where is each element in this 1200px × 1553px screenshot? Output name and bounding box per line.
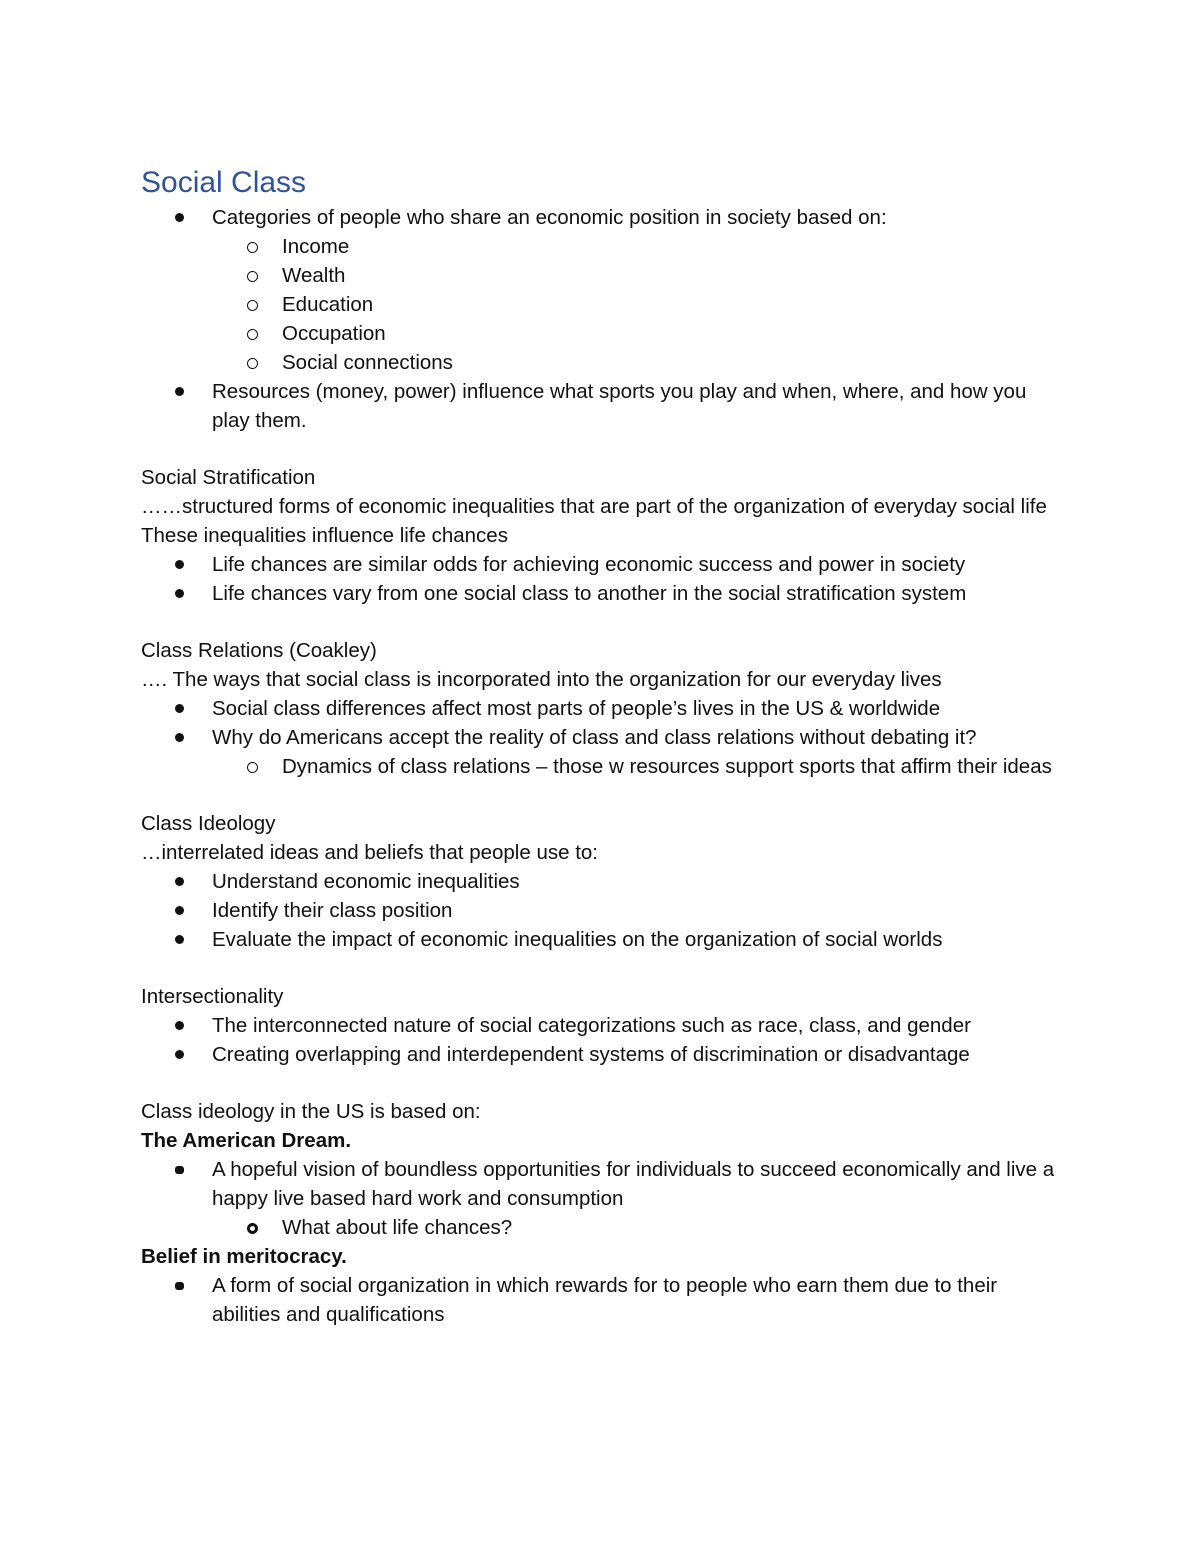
sub-list-item-text: Education xyxy=(282,293,374,316)
bullet-icon xyxy=(175,877,184,886)
list-item xyxy=(141,925,1061,954)
bullet-icon xyxy=(175,213,184,222)
list-item xyxy=(141,579,1061,608)
sub-list-item xyxy=(141,319,1061,348)
class-ideology-definition: …interrelated ideas and beliefs that people use to: xyxy=(141,841,598,864)
class-relations-sub-list xyxy=(141,752,1061,781)
sub-list-item xyxy=(141,348,1061,377)
list-item xyxy=(141,1271,1061,1329)
bullet-icon xyxy=(175,589,184,598)
list-item xyxy=(141,694,1061,723)
list-item-text: Understand economic inequalities xyxy=(212,870,520,893)
sub-list-item-text: Social connections xyxy=(282,351,453,374)
social-stratification-definition: ……structured forms of economic inequalities that are part of the organization of everyday social life xyxy=(141,495,1047,518)
list-item-text: Resources (money, power) influence what sports you play and when, where, and how you play them. xyxy=(212,380,1027,432)
bullet-icon xyxy=(175,1166,184,1174)
bullet-icon xyxy=(175,704,184,713)
life-chances-list xyxy=(141,550,1061,608)
social-class-list-continued xyxy=(141,377,1061,435)
sub-list-item-text: Occupation xyxy=(282,322,386,345)
circle-bullet-icon xyxy=(247,271,258,282)
circle-bullet-icon xyxy=(247,329,258,340)
list-item xyxy=(141,723,1061,752)
class-relations-list xyxy=(141,694,1061,752)
social-class-list xyxy=(141,203,1061,232)
list-item xyxy=(141,203,1061,232)
american-dream-list xyxy=(141,1155,1061,1213)
meritocracy-heading: Belief in meritocracy. xyxy=(141,1245,347,1268)
section-heading-intersectionality: Intersectionality xyxy=(141,985,284,1008)
section-heading-social-stratification: Social Stratification xyxy=(141,466,316,489)
sub-list-item xyxy=(141,1213,1061,1242)
section-heading-us-class-ideology: Class ideology in the US is based on: xyxy=(141,1100,481,1123)
circle-bullet-icon xyxy=(247,300,258,311)
intersectionality-list xyxy=(141,1011,1061,1069)
section-heading-class-ideology: Class Ideology xyxy=(141,812,276,835)
list-item xyxy=(141,1011,1061,1040)
page-title: Social Class xyxy=(141,166,307,199)
list-item-text: The interconnected nature of social categorizations such as race, class, and gender xyxy=(212,1014,971,1037)
list-item-text: A hopeful vision of boundless opportunities for individuals to succeed economically and live a happy live based hard work and consumption xyxy=(212,1158,1055,1210)
life-chances-line: These inequalities influence life chances xyxy=(141,524,508,547)
class-relations-definition: …. The ways that social class is incorporated into the organization for our everyday lives xyxy=(141,668,942,691)
list-item-text: Life chances are similar odds for achieving economic success and power in society xyxy=(212,553,966,576)
bullet-icon xyxy=(175,935,184,944)
list-item-text: Evaluate the impact of economic inequalities on the organization of social worlds xyxy=(212,928,943,951)
list-item xyxy=(141,867,1061,896)
list-item-text: Identify their class position xyxy=(212,899,453,922)
list-item-text: Categories of people who share an economic position in society based on: xyxy=(212,206,887,229)
list-item-text: Life chances vary from one social class to another in the social stratification system xyxy=(212,582,967,605)
document-page xyxy=(141,163,1061,1329)
circle-bullet-icon xyxy=(247,358,258,369)
sub-list-item-text: Income xyxy=(282,235,350,258)
sub-list-item-text: What about life chances? xyxy=(282,1216,513,1239)
sub-list-item-text: Dynamics of class relations – those w resources support sports that affirm their ideas xyxy=(282,755,1052,778)
american-dream-sub-list xyxy=(141,1213,1061,1242)
section-heading-class-relations: Class Relations (Coakley) xyxy=(141,639,377,662)
sub-list-item xyxy=(141,290,1061,319)
bullet-icon xyxy=(175,1021,184,1030)
list-item xyxy=(141,550,1061,579)
american-dream-heading: The American Dream. xyxy=(141,1129,352,1152)
list-item xyxy=(141,896,1061,925)
list-item xyxy=(141,377,1061,435)
list-item-text: A form of social organization in which rewards for to people who earn them due to their abilities and qualifications xyxy=(212,1274,998,1326)
list-item xyxy=(141,1155,1061,1213)
meritocracy-list xyxy=(141,1271,1061,1329)
sub-list-item xyxy=(141,261,1061,290)
sub-list-item xyxy=(141,232,1061,261)
bullet-icon xyxy=(175,733,184,742)
circle-bullet-icon xyxy=(247,1223,258,1234)
circle-bullet-icon xyxy=(247,762,258,773)
bullet-icon xyxy=(175,1050,184,1059)
bullet-icon xyxy=(175,1282,184,1290)
sub-list-item xyxy=(141,752,1061,781)
list-item-text: Social class differences affect most parts of people’s lives in the US & worldwide xyxy=(212,697,941,720)
bullet-icon xyxy=(175,560,184,569)
bullet-icon xyxy=(175,906,184,915)
class-ideology-list xyxy=(141,867,1061,954)
circle-bullet-icon xyxy=(247,242,258,253)
list-item xyxy=(141,1040,1061,1069)
economic-position-criteria-list xyxy=(141,232,1061,377)
sub-list-item-text: Wealth xyxy=(282,264,346,287)
list-item-text: Why do Americans accept the reality of class and class relations without debating it? xyxy=(212,726,977,749)
list-item-text: Creating overlapping and interdependent systems of discrimination or disadvantage xyxy=(212,1043,970,1066)
bullet-icon xyxy=(175,387,184,396)
